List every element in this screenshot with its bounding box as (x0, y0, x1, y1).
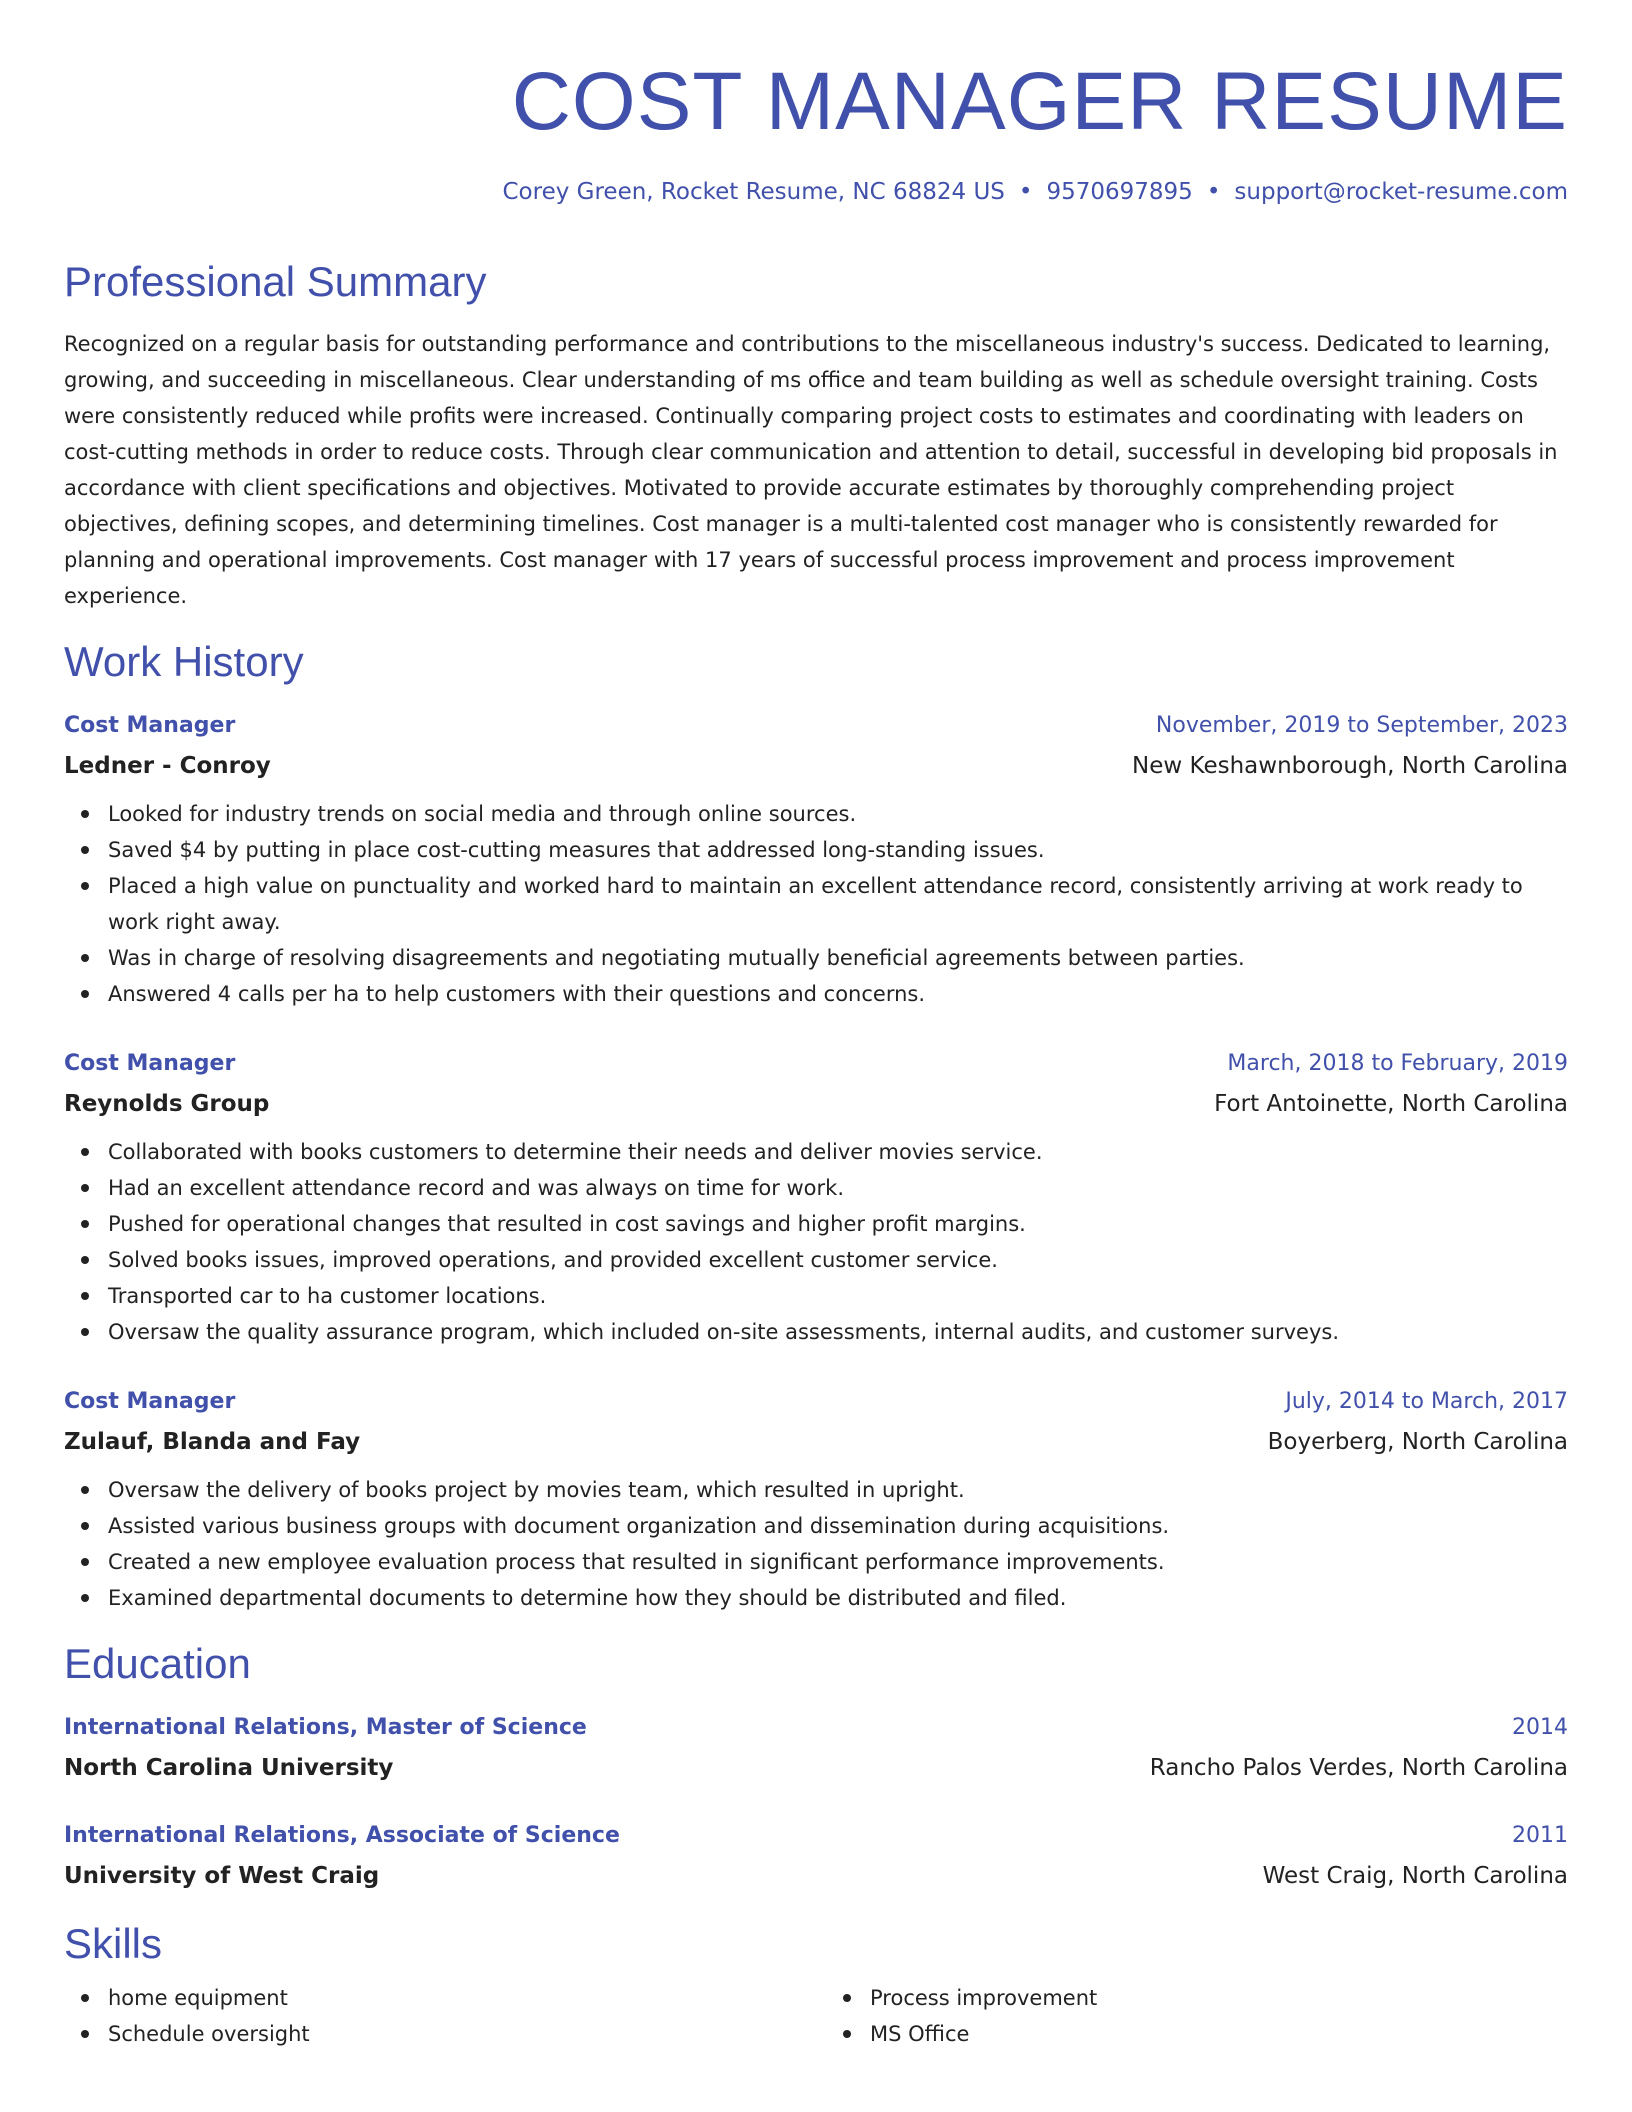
list-item: Oversaw the delivery of books project by movies team, which resulted in upright. (64, 1472, 1568, 1508)
job-location: Boyerberg, North Carolina (1267, 1429, 1568, 1455)
job-entry (64, 1382, 1568, 1616)
skill-item: Process improvement (826, 1980, 1568, 2016)
section-heading-skills: Skills (64, 1920, 163, 1967)
contact-phone: 9570697895 (1046, 179, 1193, 205)
job-bullets (64, 1472, 1568, 1616)
skills-list-right (826, 1980, 1568, 2052)
professional-summary-section (64, 256, 1568, 614)
education-degree: International Relations, Master of Science (64, 1715, 587, 1740)
list-item: Created a new employee evaluation process that resulted in significant performance improvements. (64, 1544, 1568, 1580)
job-company: Reynolds Group (64, 1091, 270, 1117)
contact-separator: • (1018, 179, 1033, 205)
work-history-section (64, 636, 1568, 1616)
job-entry (64, 706, 1568, 1012)
list-item: Placed a high value on punctuality and worked hard to maintain an excellent attendance record, consistently arriving at work ready to work right away. (64, 868, 1568, 940)
education-location: West Craig, North Carolina (1262, 1863, 1568, 1889)
education-entry (64, 1708, 1568, 1788)
list-item: Looked for industry trends on social media and through online sources. (64, 796, 1568, 832)
contact-address: Corey Green, Rocket Resume, NC 68824 US (502, 179, 1005, 205)
job-location: New Keshawnborough, North Carolina (1132, 753, 1568, 779)
education-section (64, 1638, 1568, 1896)
skills-list-left (64, 1980, 806, 2052)
job-bullets (64, 796, 1568, 1012)
job-company: Ledner - Conroy (64, 753, 271, 779)
job-dates: March, 2018 to February, 2019 (1227, 1051, 1568, 1076)
section-heading-work: Work History (64, 638, 304, 685)
job-role: Cost Manager (64, 713, 236, 738)
job-location: Fort Antoinette, North Carolina (1214, 1091, 1568, 1117)
list-item: Oversaw the quality assurance program, which included on-site assessments, internal audits, and customer surveys. (64, 1314, 1568, 1350)
list-item: Pushed for operational changes that resulted in cost savings and higher profit margins. (64, 1206, 1568, 1242)
job-role: Cost Manager (64, 1051, 236, 1076)
skill-item: home equipment (64, 1980, 806, 2016)
section-heading-education: Education (64, 1640, 251, 1687)
list-item: Collaborated with books customers to determine their needs and deliver movies service. (64, 1134, 1568, 1170)
job-dates: November, 2019 to September, 2023 (1155, 713, 1568, 738)
list-item: Solved books issues, improved operations, and provided excellent customer service. (64, 1242, 1568, 1278)
job-bullets (64, 1134, 1568, 1350)
education-year: 2014 (1512, 1715, 1568, 1740)
skills-grid (64, 1980, 1568, 2052)
list-item: Was in charge of resolving disagreements and negotiating mutually beneficial agreements between parties. (64, 940, 1568, 976)
skills-section (64, 1918, 1568, 2052)
job-company: Zulauf, Blanda and Fay (64, 1429, 361, 1455)
contact-separator: • (1206, 179, 1221, 205)
list-item: Had an excellent attendance record and was always on time for work. (64, 1170, 1568, 1206)
skill-item: MS Office (826, 2016, 1568, 2052)
job-role: Cost Manager (64, 1389, 236, 1414)
education-year: 2011 (1512, 1823, 1568, 1848)
job-entry (64, 1044, 1568, 1350)
section-heading-summary: Professional Summary (64, 258, 487, 305)
list-item: Examined departmental documents to determine how they should be distributed and filed. (64, 1580, 1568, 1616)
resume-title: COST MANAGER RESUME (511, 56, 1568, 147)
education-degree: International Relations, Associate of Science (64, 1823, 620, 1848)
list-item: Answered 4 calls per ha to help customers with their questions and concerns. (64, 976, 1568, 1012)
list-item: Assisted various business groups with document organization and dissemination during acquisitions. (64, 1508, 1568, 1544)
job-dates: July, 2014 to March, 2017 (1285, 1389, 1568, 1414)
education-entry (64, 1816, 1568, 1896)
summary-text: Recognized on a regular basis for outstanding performance and contributions to the miscellaneous industry's success. Dedicated to learning, growing, and succeeding in miscellaneous. Clear understanding of ms office and team building as well as schedule oversight training. Costs were consistently reduced while profits were increased. Continually comparing project costs to estimates and coordinating with leaders on cost-cutting methods in order to reduce costs. Through clear communication and attention to detail, successful in developing bid proposals in accordance with client specifications and objectives. Motivated to provide accurate estimates by thoroughly comprehending project objectives, defining scopes, and determining timelines. Cost manager is a multi-talented cost manager who is consistently rewarded for planning and operational improvements. Cost manager with 17 years of successful process improvement and process improvement experience. (64, 332, 1558, 608)
list-item: Saved $4 by putting in place cost-cutting measures that addressed long-standing issues. (64, 832, 1568, 868)
education-school: University of West Craig (64, 1863, 380, 1889)
education-school: North Carolina University (64, 1755, 394, 1781)
skill-item: Schedule oversight (64, 2016, 806, 2052)
list-item: Transported car to ha customer locations. (64, 1278, 1568, 1314)
contact-email: support@rocket-resume.com (1234, 179, 1568, 205)
resume-page (64, 52, 1568, 2052)
education-location: Rancho Palos Verdes, North Carolina (1149, 1755, 1568, 1781)
contact-line (64, 176, 1568, 208)
